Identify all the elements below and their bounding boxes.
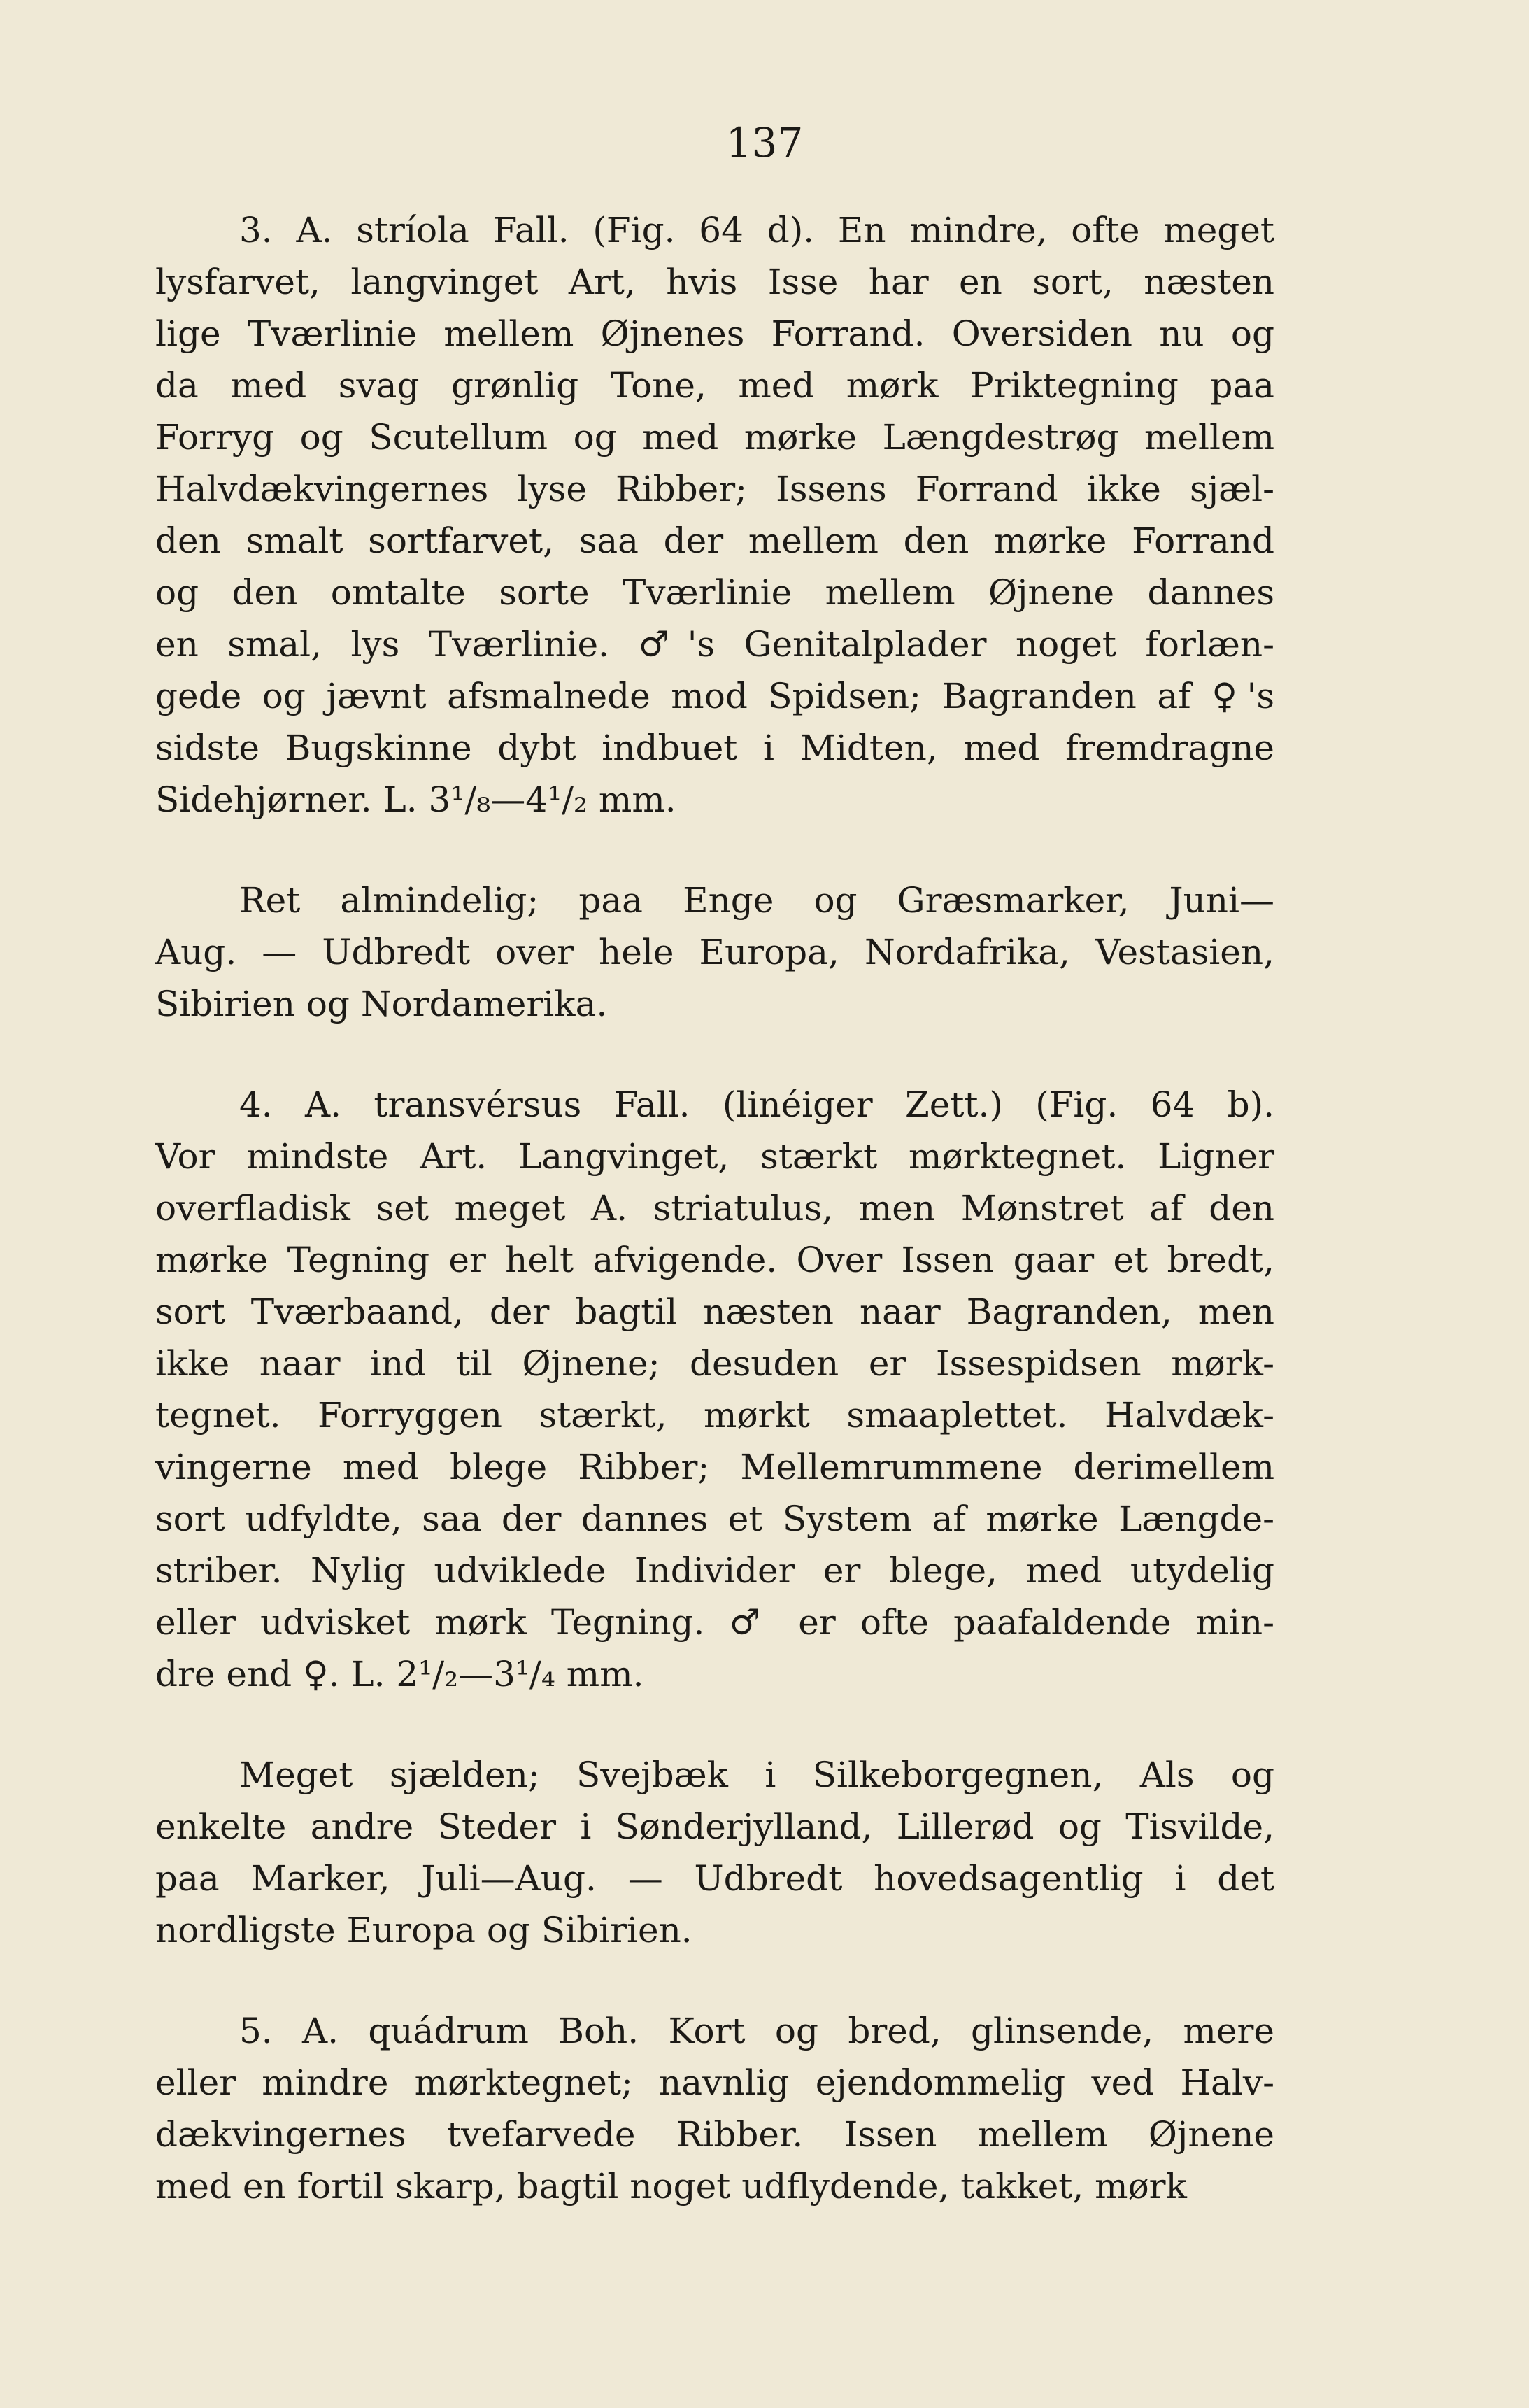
text-line: Vor mindste Art. Langvinget, stærkt mørktegnet. Ligner (155, 1136, 1274, 1177)
text-line: den smalt sortfarvet, saa der mellem den mørke Forrand (155, 520, 1274, 561)
text-line: Sidehjørner. L. 3¹/₈—4¹/₂ mm. (155, 779, 676, 820)
distribution-paragraph (155, 874, 1274, 1030)
text-line: sidste Bugskinne dybt indbuet i Midten, med fremdragne (155, 728, 1274, 768)
text-line: enkelte andre Steder i Sønderjylland, Lillerød og Tisvilde, (155, 1806, 1274, 1847)
text-line: sort Tværbaand, der bagtil næsten naar Bagranden, men (155, 1291, 1274, 1332)
text-line: eller udvisket mørk Tegning. ♂ er ofte paafaldende min- (155, 1602, 1274, 1643)
text-line: paa Marker, Juli—Aug. — Udbredt hovedsagentlig i det (155, 1858, 1274, 1899)
text-line: da med svag grønlig Tone, med mørk Priktegning paa (155, 365, 1274, 406)
paragraph-gap (155, 1700, 1274, 1749)
text-line: ikke naar ind til Øjnene; desuden er Issespidsen mørk- (155, 1343, 1274, 1384)
text-line: gede og jævnt afsmalnede mod Spidsen; Bagranden af ♀'s (155, 676, 1274, 716)
text-line: Aug. — Udbredt over hele Europa, Nordafrika, Vestasien, (155, 932, 1274, 972)
text-line: striber. Nylig udviklede Individer er blege, med utydelig (155, 1550, 1274, 1591)
species-paragraph (155, 2005, 1274, 2212)
species-paragraph (155, 1079, 1274, 1700)
text-line: nordligste Europa og Sibirien. (155, 1910, 692, 1950)
text-line: lige Tværlinie mellem Øjnenes Forrand. Oversiden nu og (155, 313, 1274, 354)
text-line: 5. A. quádrum Boh. Kort og bred, glinsende, mere (239, 2011, 1274, 2051)
text-line: 3. A. stríola Fall. (Fig. 64 d). En mindre, ofte meget (239, 210, 1274, 250)
paragraph-gap (155, 1030, 1274, 1079)
paragraph-gap (155, 826, 1274, 874)
text-line: Meget sjælden; Svejbæk i Silkeborgegnen, Als og (239, 1755, 1274, 1795)
text-line: Halvdækvingernes lyse Ribber; Issens Forrand ikke sjæl- (155, 469, 1274, 509)
distribution-paragraph (155, 1749, 1274, 1956)
text-line: overfladisk set meget A. striatulus, men Mønstret af den (155, 1188, 1274, 1228)
text-line: og den omtalte sorte Tværlinie mellem Øjnene dannes (155, 572, 1274, 613)
text-line: Sibirien og Nordamerika. (155, 984, 608, 1024)
text-line: Forryg og Scutellum og med mørke Længdestrøg mellem (155, 417, 1274, 458)
text-line: sort udfyldte, saa der dannes et System af mørke Længde- (155, 1499, 1274, 1539)
text-line: med en fortil skarp, bagtil noget udflydende, takket, mørk (155, 2166, 1187, 2207)
page-number: 137 (725, 119, 804, 167)
paragraph-gap (155, 1956, 1274, 2005)
text-line: eller mindre mørktegnet; navnlig ejendommelig ved Halv- (155, 2062, 1274, 2103)
text-line: Ret almindelig; paa Enge og Græsmarker, Juni— (239, 880, 1274, 921)
text-line: 4. A. transvérsus Fall. (linéiger Zett.) (Fig. 64 b). (239, 1084, 1274, 1125)
text-line: dækvingernes tvefarvede Ribber. Issen mellem Øjnene (155, 2114, 1274, 2155)
text-line: dre end ♀. L. 2¹/₂—3¹/₄ mm. (155, 1654, 644, 1694)
text-line: mørke Tegning er helt afvigende. Over Issen gaar et bredt, (155, 1240, 1274, 1280)
text-line: vingerne med blege Ribber; Mellemrummene derimellem (155, 1447, 1274, 1487)
text-line: en smal, lys Tværlinie. ♂'s Genitalplader noget forlæn- (155, 624, 1274, 665)
text-line: lysfarvet, langvinget Art, hvis Isse har en sort, næsten (155, 262, 1274, 302)
text-column (155, 204, 1274, 2212)
text-line: tegnet. Forryggen stærkt, mørkt smaaplettet. Halvdæk- (155, 1395, 1274, 1436)
species-paragraph (155, 204, 1274, 826)
